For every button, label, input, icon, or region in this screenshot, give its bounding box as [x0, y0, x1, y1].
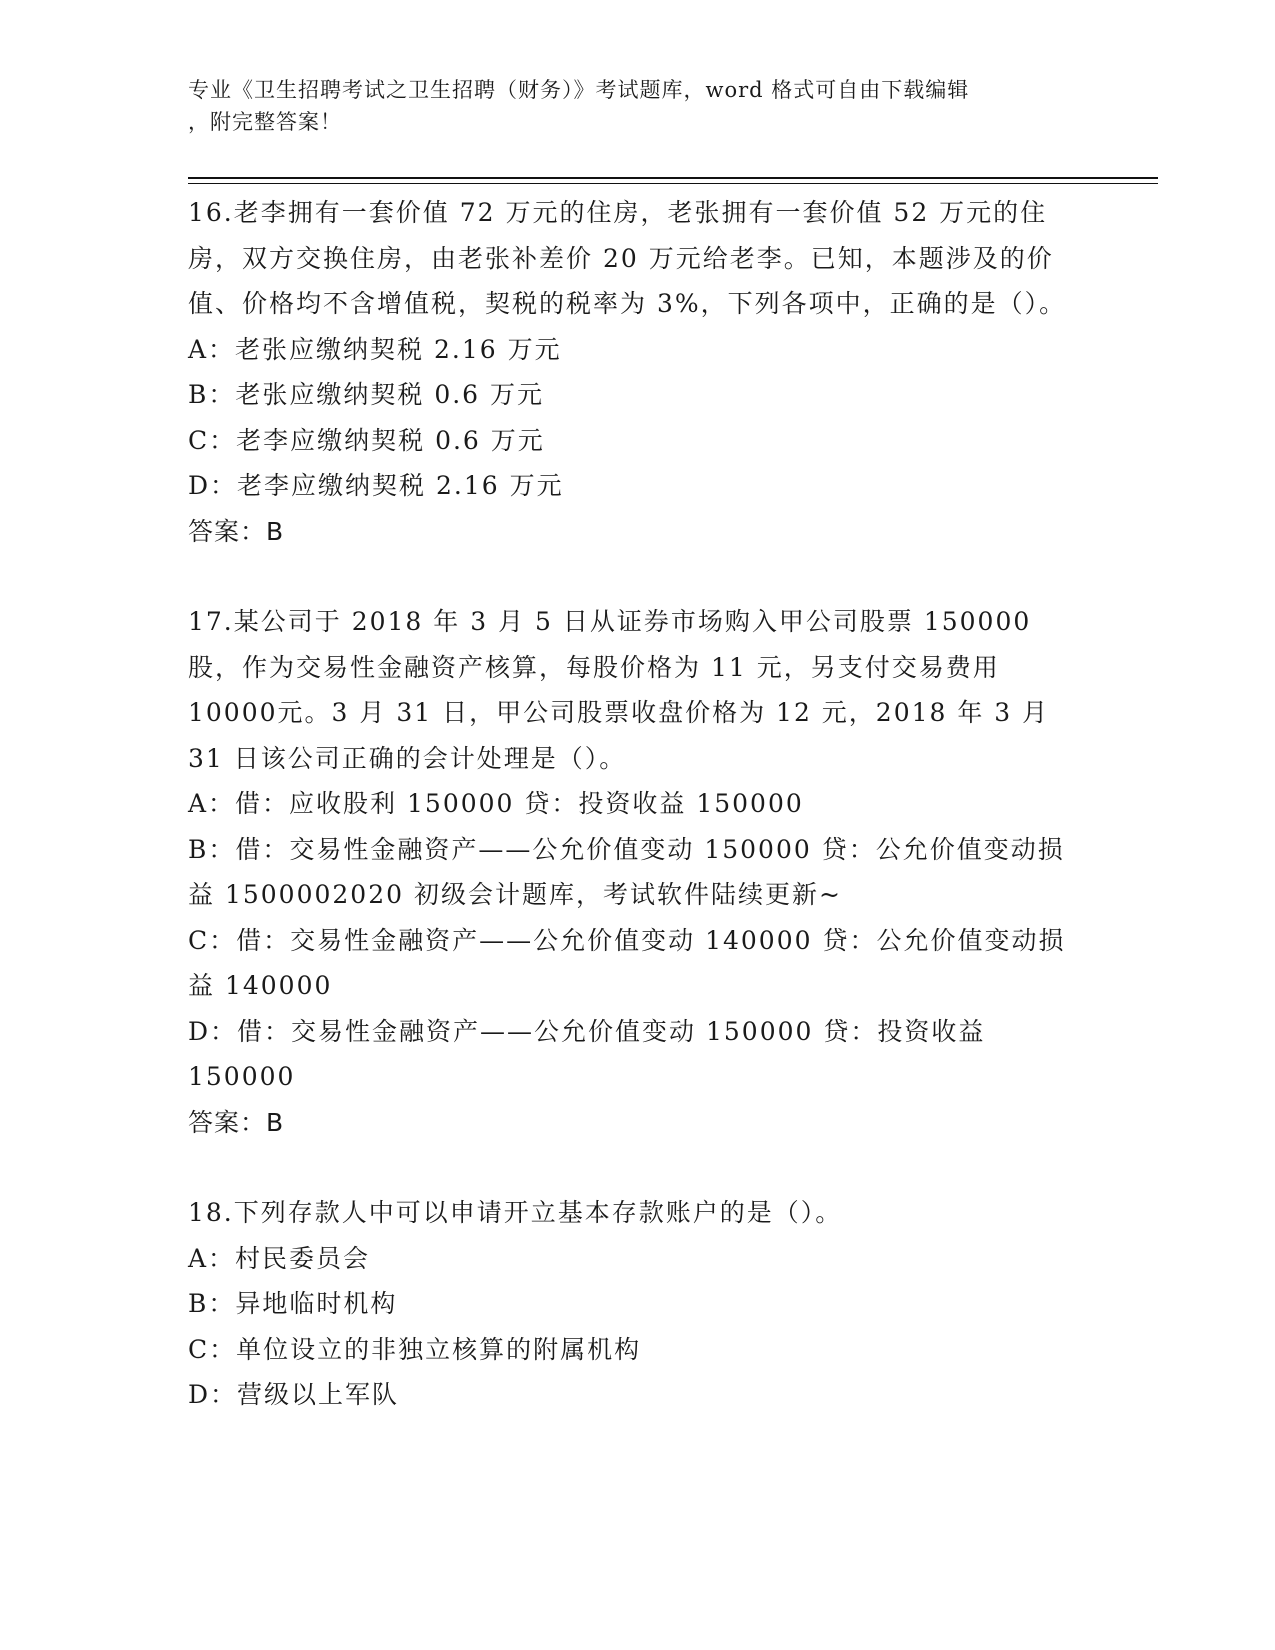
option-d: D：老李应缴纳契税 2.16 万元	[188, 471, 564, 500]
header-divider-thick	[188, 177, 1158, 179]
question-spacer	[188, 554, 1088, 599]
question-spacer	[188, 1145, 1088, 1190]
option-a: A：老张应缴纳契税 2.16 万元	[188, 334, 562, 364]
question-list	[188, 190, 1088, 1418]
option-b: B：借：交易性金融资产——公允价值变动 150000 贷：公允价值变动损益 1500002020 初级会计题库，考试软件陆续更新~	[188, 834, 1065, 909]
question-18	[188, 1190, 1088, 1418]
header-line-1: 专业《卫生招聘考试之卫生招聘（财务）》考试题库，word 格式可自由下载编辑	[188, 78, 970, 102]
option-d: D：借：交易性金融资产——公允价值变动 150000 贷：投资收益150000	[188, 1016, 986, 1091]
document-header	[188, 74, 1088, 138]
question-stem: 18.下列存款人中可以申请开立基本存款账户的是（）。	[188, 1198, 843, 1227]
option-c: C：借：交易性金融资产——公允价值变动 140000 贷：公允价值变动损益 140000	[188, 925, 1066, 1000]
question-17	[188, 599, 1088, 1145]
option-d: D：营级以上军队	[188, 1380, 400, 1409]
option-a: A：借：应收股利 150000 贷：投资收益 150000	[188, 789, 804, 818]
option-c: C：老李应缴纳契税 0.6 万元	[188, 425, 545, 455]
answer-line: 答案：B	[188, 1107, 285, 1137]
option-a: A：村民委员会	[188, 1243, 371, 1273]
question-16	[188, 190, 1088, 554]
answer-line: 答案：B	[188, 516, 285, 546]
option-b: B：老张应缴纳契税 0.6 万元	[188, 380, 545, 409]
header-line-2: ，附完整答案！	[188, 110, 342, 134]
question-stem: 16.老李拥有一套价值 72 万元的住房，老张拥有一套价值 52 万元的住房，双方交换住房，由老张补差价 20 万元给老李。已知，本题涉及的价值、价格均不含增值税，契税的税率为 3%，下列各项中，正确的是（）。	[188, 198, 1067, 318]
header-divider-thin	[188, 183, 1158, 184]
option-b: B：异地临时机构	[188, 1289, 398, 1318]
option-c: C：单位设立的非独立核算的附属机构	[188, 1334, 642, 1364]
question-stem: 17.某公司于 2018 年 3 月 5 日从证券市场购入甲公司股票 150000 股，作为交易性金融资产核算，每股价格为 11 元，另支付交易费用 10000元。3 月 31 日，甲公司股票收盘价格为 12 元，2018 年 3 月 31 日该公司正确的会计处理是（）。	[188, 607, 1050, 773]
